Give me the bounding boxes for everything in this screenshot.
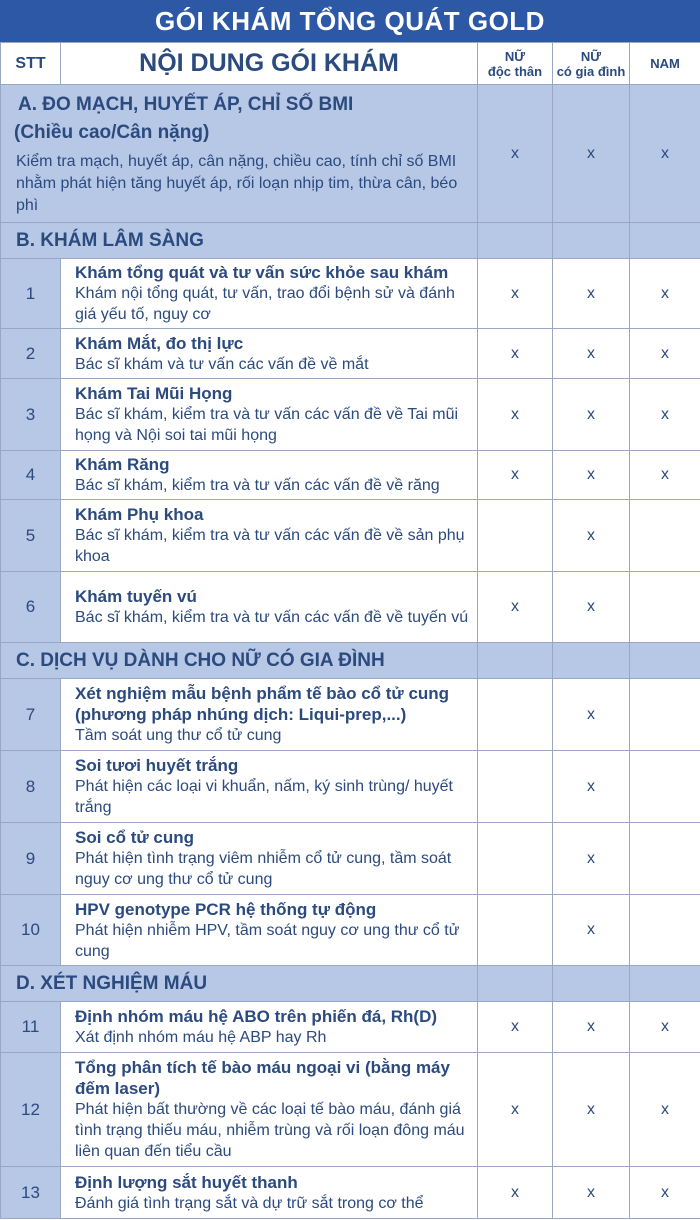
- header-single-female: [478, 43, 553, 85]
- married-female-mark: x: [553, 823, 630, 895]
- service-description: Bác sĩ khám, kiểm tra và tư vấn các vấn đề về sản phụ khoa: [75, 527, 465, 565]
- service-description: Phát hiện nhiễm HPV, tầm soát nguy cơ ung thư cổ tử cung: [75, 921, 460, 960]
- male-mark: x: [630, 451, 700, 500]
- header-married-female: [553, 43, 630, 85]
- service-description: Xát định nhóm máu hệ ABP hay Rh: [75, 1029, 327, 1046]
- row-content: [61, 1167, 478, 1219]
- row-number: 5: [1, 500, 61, 572]
- section-a-description: Kiểm tra mạch, huyết áp, cân nặng, chiều cao, tính chỉ số BMI nhằm phát hiện tăng huyết áp, rối loạn nhịp tim, thừa cân, béo phì: [16, 152, 458, 214]
- row-number: 6: [1, 572, 61, 643]
- header-stt: STT: [1, 43, 61, 85]
- service-name: Khám Răng: [75, 455, 170, 474]
- row-number: 8: [1, 751, 61, 823]
- single-female-mark: x: [478, 1002, 553, 1053]
- section-c-header-row: [1, 643, 700, 679]
- married-female-mark: x: [553, 500, 630, 572]
- table-row: [1, 1053, 700, 1167]
- married-female-mark: x: [553, 259, 630, 329]
- section-b-title: B. KHÁM LÂM SÀNG: [1, 223, 478, 259]
- service-name: Khám tổng quát và tư vấn sức khỏe sau khám: [75, 263, 449, 282]
- married-female-mark: x: [553, 572, 630, 643]
- single-female-mark: [478, 751, 553, 823]
- service-description: Bác sĩ khám, kiểm tra và tư vấn các vấn đề về Tai mũi họng và Nội soi tai mũi họng: [75, 406, 459, 444]
- service-name: Soi cổ tử cung: [75, 828, 195, 847]
- single-female-mark: x: [478, 451, 553, 500]
- row-number: 12: [1, 1053, 61, 1167]
- table-row: [1, 379, 700, 451]
- header-married-female-line1: NỮ: [580, 48, 602, 64]
- section-a-male-mark: x: [630, 85, 700, 223]
- section-a-cell: [1, 85, 478, 223]
- single-female-mark: x: [478, 259, 553, 329]
- single-female-mark: [478, 500, 553, 572]
- male-mark: x: [630, 1167, 700, 1219]
- section-d-title: D. XÉT NGHIỆM MÁU: [1, 966, 478, 1002]
- service-name: Khám Tai Mũi Họng: [75, 384, 233, 403]
- row-content: [61, 895, 478, 966]
- exam-package-table: [0, 42, 700, 1219]
- row-content: [61, 1053, 478, 1167]
- married-female-mark: x: [553, 1167, 630, 1219]
- row-content: [61, 451, 478, 500]
- male-mark: x: [630, 329, 700, 379]
- section-d-header-row: [1, 966, 700, 1002]
- male-mark: [630, 823, 700, 895]
- single-female-mark: x: [478, 329, 553, 379]
- male-mark: [630, 895, 700, 966]
- table-row: [1, 1002, 700, 1053]
- single-female-mark: x: [478, 572, 553, 643]
- married-female-mark: x: [553, 1053, 630, 1167]
- male-mark: x: [630, 379, 700, 451]
- married-female-mark: x: [553, 451, 630, 500]
- service-name: Xét nghiệm mẫu bệnh phẩm tế bào cổ tử cung (phương pháp nhúng dịch: Liqui-prep,...): [75, 684, 450, 724]
- section-a-subtitle: (Chiều cao/Cân nặng): [14, 121, 210, 143]
- header-single-female-line2: độc thân: [487, 63, 543, 79]
- table-row: [1, 679, 700, 751]
- male-mark: x: [630, 1053, 700, 1167]
- section-d-header-blank-b: [553, 966, 630, 1002]
- row-content: [61, 329, 478, 379]
- section-a-title: A. ĐO MẠCH, HUYẾT ÁP, CHỈ SỐ BMI: [18, 93, 354, 115]
- male-mark: [630, 751, 700, 823]
- section-c-header-blank-c: [630, 643, 700, 679]
- male-mark: [630, 679, 700, 751]
- row-number: 11: [1, 1002, 61, 1053]
- service-name: Soi tươi huyết trắng: [75, 756, 239, 775]
- service-description: Phát hiện bất thường về các loại tế bào máu, đánh giá tình trạng thiếu máu, nhiễm trùng và rối loạn đông máu liên quan đến tiểu cầu: [75, 1101, 465, 1160]
- section-d-header-blank-c: [630, 966, 700, 1002]
- section-c-header-blank-a: [478, 643, 553, 679]
- male-mark: [630, 572, 700, 643]
- row-content: [61, 751, 478, 823]
- service-description: Khám nội tổng quát, tư vấn, trao đổi bệnh sử và đánh giá yếu tố, nguy cơ: [75, 285, 455, 323]
- male-mark: [630, 500, 700, 572]
- married-female-mark: x: [553, 679, 630, 751]
- table-row: [1, 895, 700, 966]
- header-married-female-line2: có gia đình: [556, 63, 626, 79]
- row-content: [61, 823, 478, 895]
- section-b-header-blank-a: [478, 223, 553, 259]
- service-name: Khám Phụ khoa: [75, 505, 204, 524]
- single-female-mark: [478, 679, 553, 751]
- single-female-mark: x: [478, 1167, 553, 1219]
- row-content: [61, 1002, 478, 1053]
- row-number: 1: [1, 259, 61, 329]
- table-row: [1, 451, 700, 500]
- table-row: [1, 259, 700, 329]
- row-content: [61, 500, 478, 572]
- row-number: 4: [1, 451, 61, 500]
- service-description: Bác sĩ khám và tư vấn các vấn đề về mắt: [75, 355, 369, 373]
- section-b-header-row: [1, 223, 700, 259]
- service-name: HPV genotype PCR hệ thống tự động: [75, 899, 377, 919]
- male-mark: x: [630, 259, 700, 329]
- row-content: [61, 259, 478, 329]
- married-female-mark: x: [553, 751, 630, 823]
- service-name: Tổng phân tích tế bào máu ngoại vi (bằng máy đếm laser): [75, 1058, 450, 1098]
- married-female-mark: x: [553, 1002, 630, 1053]
- header-male: NAM: [630, 43, 700, 85]
- service-description: Phát hiện tình trạng viêm nhiễm cổ tử cung, tầm soát nguy cơ ung thư cổ tử cung: [75, 850, 452, 888]
- section-b-header-blank-b: [553, 223, 630, 259]
- header-single-female-line1: NỮ: [504, 48, 526, 64]
- service-name: Khám Mắt, đo thị lực: [75, 333, 244, 353]
- service-description: Đánh giá tình trạng sắt và dự trữ sắt trong cơ thể: [75, 1194, 424, 1212]
- table-row: [1, 823, 700, 895]
- row-number: 3: [1, 379, 61, 451]
- table-row: [1, 751, 700, 823]
- section-d-header-blank-a: [478, 966, 553, 1002]
- row-number: 13: [1, 1167, 61, 1219]
- row-content: [61, 379, 478, 451]
- row-content: [61, 679, 478, 751]
- male-mark: x: [630, 1002, 700, 1053]
- table-header-row: [1, 43, 700, 85]
- service-description: Tầm soát ung thư cổ tử cung: [75, 727, 282, 744]
- row-number: 7: [1, 679, 61, 751]
- single-female-mark: [478, 895, 553, 966]
- table-row: [1, 329, 700, 379]
- single-female-mark: x: [478, 379, 553, 451]
- married-female-mark: x: [553, 379, 630, 451]
- section-c-header-blank-b: [553, 643, 630, 679]
- service-description: Bác sĩ khám, kiểm tra và tư vấn các vấn đề về răng: [75, 477, 440, 494]
- section-a-single-female-mark: x: [478, 85, 553, 223]
- service-name: Định lượng sắt huyết thanh: [75, 1172, 298, 1192]
- row-number: 9: [1, 823, 61, 895]
- single-female-mark: x: [478, 1053, 553, 1167]
- table-row: [1, 500, 700, 572]
- single-female-mark: [478, 823, 553, 895]
- section-c-title: C. DỊCH VỤ DÀNH CHO NỮ CÓ GIA ĐÌNH: [1, 643, 478, 679]
- table-row: [1, 572, 700, 643]
- service-description: Bác sĩ khám, kiểm tra và tư vấn các vấn đề về tuyến vú: [75, 609, 469, 626]
- page-title: GÓI KHÁM TỔNG QUÁT GOLD: [0, 0, 700, 42]
- married-female-mark: x: [553, 895, 630, 966]
- service-description: Phát hiện các loại vi khuẩn, nấm, ký sinh trùng/ huyết trắng: [75, 778, 453, 816]
- row-content: [61, 572, 478, 643]
- service-name: Khám tuyến vú: [75, 587, 197, 606]
- service-name: Định nhóm máu hệ ABO trên phiến đá, Rh(D): [75, 1007, 438, 1026]
- header-content: NỘI DUNG GÓI KHÁM: [61, 43, 478, 85]
- section-a-married-female-mark: x: [553, 85, 630, 223]
- section-a-row: [1, 85, 700, 223]
- section-b-header-blank-c: [630, 223, 700, 259]
- table-row: [1, 1167, 700, 1219]
- row-number: 2: [1, 329, 61, 379]
- row-number: 10: [1, 895, 61, 966]
- married-female-mark: x: [553, 329, 630, 379]
